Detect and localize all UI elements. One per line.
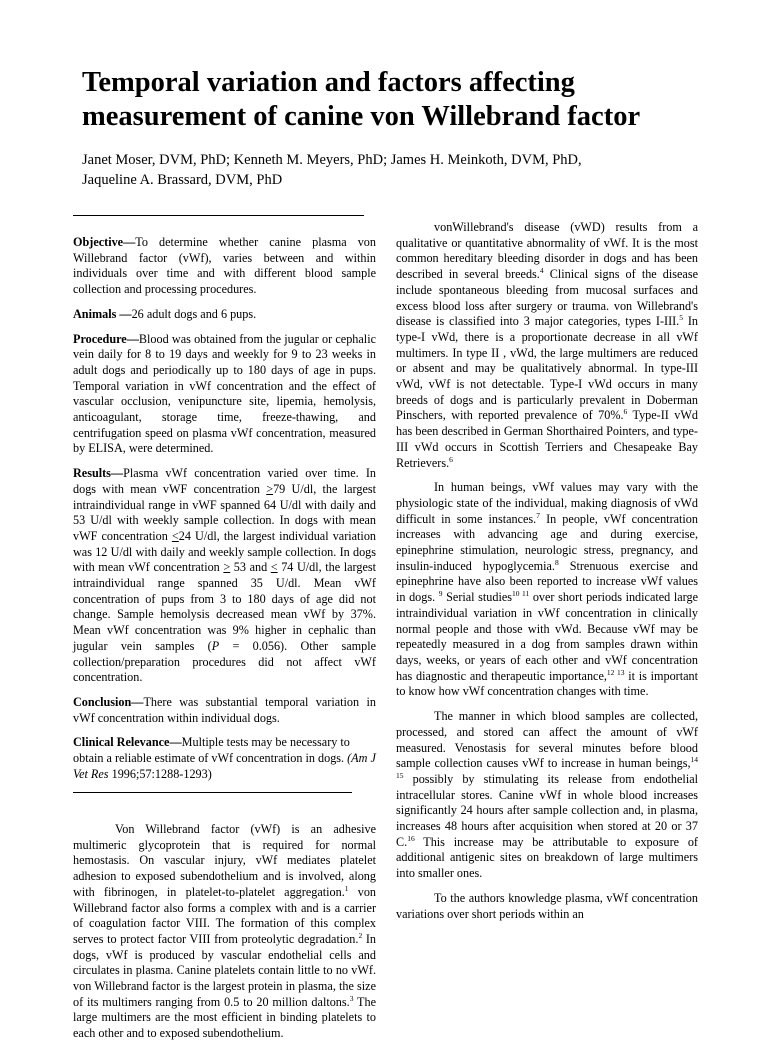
vwd-paragraph: [396, 220, 698, 471]
author-list: [82, 150, 712, 190]
reference: 5: [679, 313, 683, 323]
citation-journal: (Am J Vet Res: [73, 751, 376, 781]
reference: 8: [554, 557, 559, 567]
body-text: In people, vWf concentration increases with advancing age and during exercise, epinephrine stimulation, neurologic stress, pregnancy, and insulin-induced hypoglycemia.: [396, 511, 698, 573]
abstract-bottom-rule: [73, 792, 352, 793]
reference: 4: [539, 266, 544, 276]
reference: 12 13: [606, 667, 625, 677]
animals-label: Animals —: [73, 306, 132, 321]
results-label: Results—: [73, 466, 124, 481]
abstract-conclusion: [73, 695, 376, 726]
abstract: [73, 235, 376, 792]
body-text: Von Willebrand factor (vWf) is an adhesive multimeric glycoprotein that is required for normal hemostasis. On vascular injury, vWf mediates platelet adhesion to exposed subendothelium and is involved, along with fibrinogen, in platelet-to-platelet aggregation.: [73, 822, 376, 899]
results-text: 74 U/dl, the largest intraindividual range spanned 35 U/dl. Mean vWf concentration of pups from 3 to 180 days of age did not change. Sample hemolysis decreased mean vWf by 37%. Mean vWf concentration was 9% higher in cephalic than jugular vein samples (: [73, 560, 376, 653]
procedure-text: Blood was obtained from the jugular or cephalic vein daily for 8 to 19 days and weekly for 9 to 23 weeks in adult dogs and periodically up to 180 days of age in pups. Temporal variation in vWf concentration and the effect of vascular occlusion, venipuncture site, lipemia, hemolysis, anticoagulant, storage time, freeze-thawing, and centrifugation speed on plasma vWf concentration, measured by ELISA, were determined.: [73, 331, 376, 456]
body-text: it is important to know how vWf concentration changes with time.: [396, 668, 698, 699]
body-text: Strenuous exercise and epinephrine have also been reported to increase vWf values in dogs.: [396, 558, 698, 605]
objective-label: Objective—: [73, 235, 136, 249]
ge-symbol: >: [266, 481, 274, 496]
abstract-top-rule: [73, 215, 364, 216]
abstract-procedure: [73, 332, 376, 458]
reference: 14 15: [396, 755, 698, 780]
body-text: The manner in which blood samples are collected, processed, and stored can affect the amount of vWf measured. Venostasis for several minutes before blood sample collection causes vWf to increase in human beings,: [396, 709, 698, 771]
body-text: The large multimers are the most efficient in binding platelets to each other and to exposed subendothelium.: [73, 994, 376, 1041]
citation-details: 1996;57:1288-1293): [108, 766, 212, 781]
reference: 1: [344, 883, 349, 893]
reference: 7: [536, 510, 540, 520]
reference: 3: [349, 993, 354, 1003]
results-text: Plasma vWf concentration varied over time. In dogs with mean vWF concentration: [73, 466, 376, 496]
body-text: Serial studies: [442, 590, 513, 605]
authors-line-1: Janet Moser, DVM, PhD; Kenneth M. Meyers, PhD; James H. Meinkoth, DVM, PhD,: [82, 152, 582, 168]
results-text: 79 U/dl, the largest intraindividual range in vWF spanned 64 U/dl with daily and 53 U/dl with weekly sample collection. In dogs with mean vWF concentration: [73, 481, 376, 543]
body-text: Type-II vWd has been described in German Shorthaired Pointers, and type-III vWd occurs in Scottish Terriers and Chesapeake Bay Retrievers.: [396, 408, 698, 470]
ge-symbol: >: [223, 560, 231, 575]
objective-text: To determine whether canine plasma von Willebrand factor (vWf), varies between and within individuals over time and with different blood sample collection and processing procedures.: [73, 235, 376, 297]
body-text: To the authors knowledge plasma, vWf concentration variations over short periods within an: [396, 890, 698, 921]
body-text: In human beings, vWf values may vary with the physiologic state of the individual, making diagnosis of vWd difficult in some instances.: [396, 480, 698, 526]
body-text: over short periods indicated large intraindividual variation in vWf concentration in clinically normal people and those with vWd. Because vWf may be repeatedly measured in a dog from samples drawn within days, weeks, or years of each other and vWf concentration has diagnostic and therapeutic importance,: [396, 590, 698, 683]
reference: 6: [449, 454, 453, 464]
le-symbol: <: [270, 560, 278, 575]
human-paragraph: [396, 480, 698, 700]
reference: 10 11: [512, 589, 530, 599]
le-symbol: <: [171, 528, 179, 543]
body-text: In dogs, vWf is produced by vascular endothelial cells and circulates in plasma. Canine platelets contain little to no vWf. von Willebrand factor is the largest protein in plasma, the size of its multimers ranging from 0.5 to 20 million daltons.: [73, 931, 376, 1009]
body-column-left: [73, 822, 376, 1051]
abstract-objective: [73, 235, 376, 298]
body-text: In type-I vWd, there is a proportionate decrease in all vWf multimers. In type II , vWd, the large multimers are reduced or absent and may be qualitatively abnormal. In type-III vWd, vWf is not detectable. Type-I vWd occurs in many breeds of dogs and is particularly prevalent in Doberman Pinschers, with reported prevalence of 70%.: [396, 314, 698, 423]
sample-handling-paragraph: [396, 709, 698, 882]
results-text: 53 and: [230, 560, 271, 575]
p-value-symbol: P: [211, 638, 220, 653]
body-text: possibly by stimulating its release from endothelial intracellular stores. Canine vWf in whole blood increases significantly 24 hours after sample collection and, in plasma, increases 48 hours after acquisition when stored at 20 or 37 C.: [396, 771, 698, 849]
conclusion-label: Conclusion—: [73, 694, 144, 709]
reference: 2: [358, 930, 363, 940]
reference: 16: [407, 833, 415, 843]
body-text: Clinical signs of the disease include spontaneous bleeding from mucosal surfaces and excess blood loss after surgery or trauma. von Willebrand's disease is classified into 3 major categories, types I-III.: [396, 267, 698, 329]
conclusion-text: There was substantial temporal variation in vWf concentration within individual dogs.: [73, 694, 376, 725]
body-text: This increase may be attributable to exposure of additional antigenic sites on breakdown of large multimers into smaller ones.: [396, 834, 698, 881]
results-text: = 0.056). Other sample collection/preparation procedures did not affect vWf concentration.: [73, 638, 377, 685]
results-text: 24 U/dl, the largest individual variation was 12 U/dl with daily and weekly sample collection. In dogs with mean vWf concentration: [73, 528, 377, 575]
animals-text: 26 adult dogs and 6 pups.: [131, 306, 257, 321]
relevance-label: Clinical Relevance—: [73, 735, 182, 750]
authors-line-2: Jaqueline A. Brassard, DVM, PhD: [82, 172, 283, 188]
closing-paragraph: [396, 891, 698, 922]
abstract-clinical-relevance: [73, 735, 376, 782]
abstract-animals: [73, 307, 376, 323]
reference: 9: [438, 589, 443, 599]
body-text: von Willebrand factor also forms a complex with and is a carrier of coagulation factor VIII. The formation of this complex serves to protect factor VIII from proteolytic degradation.: [73, 884, 376, 946]
abstract-results: [73, 466, 376, 686]
relevance-text: Multiple tests may be necessary to obtain a reliable estimate of vWf concentration in dogs.: [73, 735, 350, 766]
body-text: vonWillebrand's disease (vWD) results from a qualitative or quantitative abnormality of vWf. It is the most common hereditary bleeding disorder in dogs and has been described in several breeds.: [396, 220, 698, 282]
procedure-label: Procedure—: [73, 331, 139, 346]
body-column-right: [396, 220, 698, 931]
intro-paragraph: [73, 822, 376, 1042]
article-title: Temporal variation and factors affecting measurement of canine von Willebrand factor: [82, 67, 641, 132]
reference: 6: [623, 407, 628, 417]
